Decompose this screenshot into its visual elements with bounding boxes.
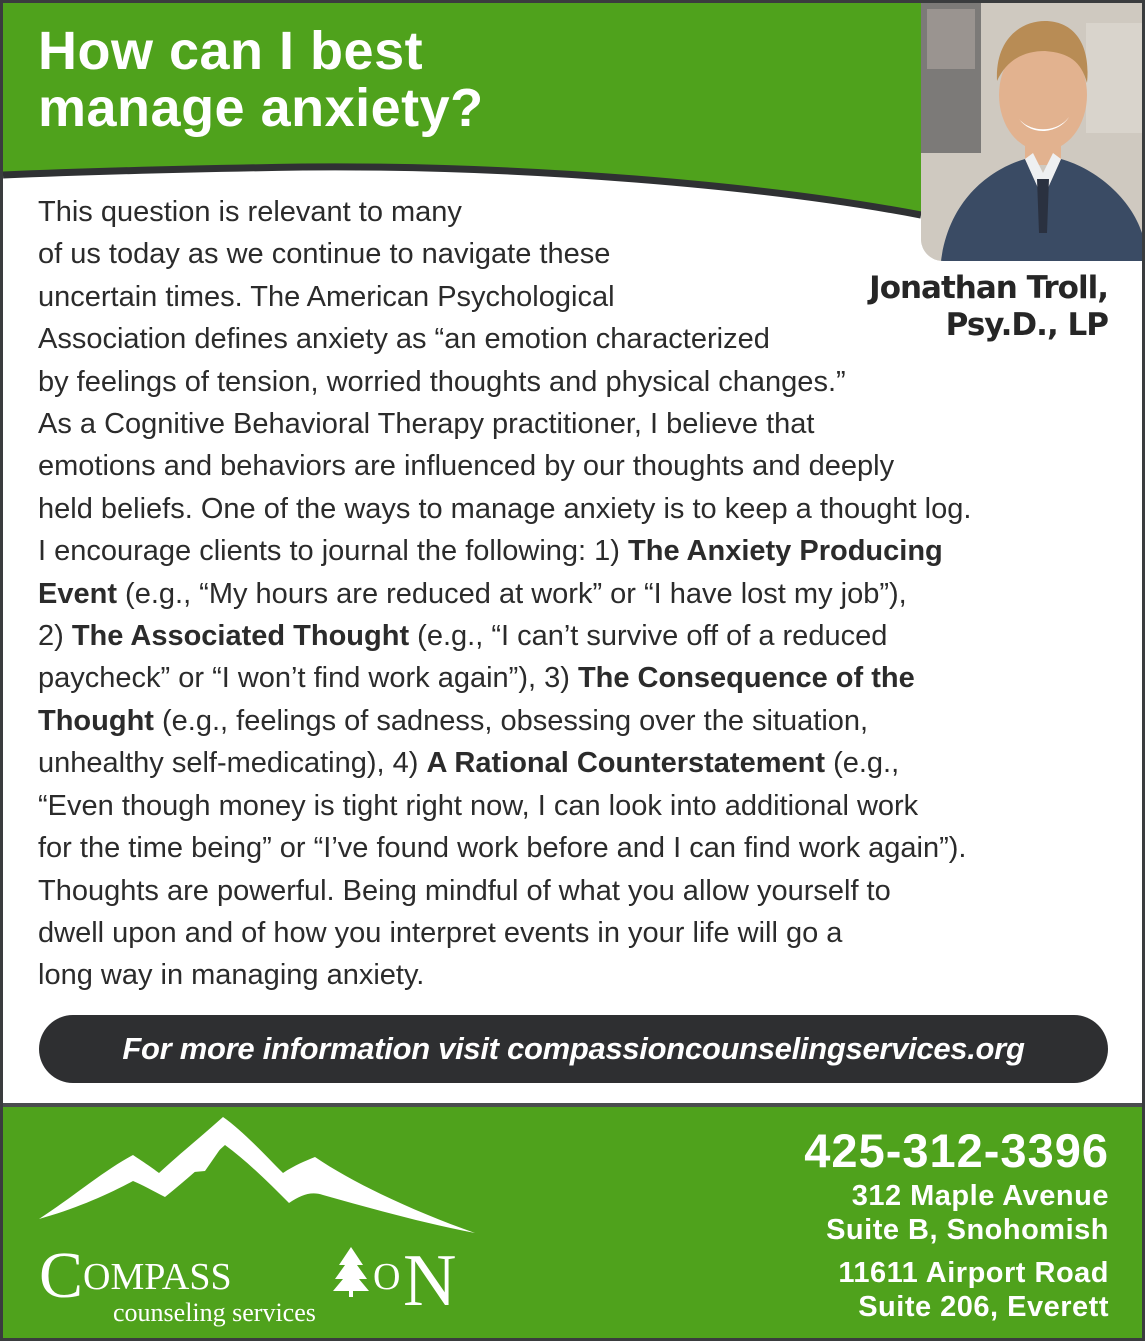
bold-term: The Consequence of the: [577, 662, 915, 695]
bold-term: The Anxiety Producing: [628, 535, 943, 568]
address-snohomish: [826, 1179, 1109, 1247]
address-line: 312 Maple Avenue: [851, 1180, 1109, 1212]
body-text: unhealthy self-medicating), 4): [38, 747, 427, 780]
body-line: [38, 573, 1128, 615]
body-line: As a Cognitive Behavioral Therapy practitioner, I believe that: [38, 408, 815, 441]
address-line: Suite 206, Everett: [858, 1291, 1109, 1323]
address-line: Suite B, Snohomish: [826, 1214, 1109, 1246]
bold-term: Thought: [38, 704, 154, 737]
body-line: [38, 742, 1128, 784]
body-text: 2): [38, 620, 72, 653]
website-link-text[interactable]: For more information visit compassioncounselingservices.org: [122, 1031, 1025, 1066]
address-everett: [838, 1256, 1109, 1324]
body-line: [38, 657, 1128, 699]
body-text: paycheck” or “I won’t find work again”), 3): [38, 662, 578, 695]
logo-letter-o: O: [373, 1256, 401, 1298]
bold-term: Event: [38, 577, 117, 610]
author-name-line-2: Psy.D., LP: [945, 307, 1108, 343]
website-link-banner[interactable]: [39, 1015, 1108, 1083]
article-body: [38, 191, 1128, 997]
phone-number[interactable]: 425-312-3396: [804, 1124, 1109, 1177]
body-line: of us today as we continue to navigate these: [38, 238, 611, 271]
body-line: long way in managing anxiety.: [38, 959, 425, 992]
pine-tree-icon: [333, 1247, 369, 1297]
bold-term: A Rational Counterstatement: [426, 747, 826, 780]
author-name-line-1: Jonathan Troll,: [869, 270, 1108, 306]
footer-contact: [3, 1103, 1142, 1338]
body-line: dwell upon and of how you interpret events in your life will go a: [38, 916, 843, 949]
title-line-1: How can I best: [38, 21, 424, 81]
mountain-logo: [33, 1111, 483, 1336]
body-line: [38, 700, 1128, 742]
body-line: “Even though money is tight right now, I can look into additional work: [38, 789, 919, 822]
body-line: uncertain times. The American Psychological: [38, 280, 615, 313]
body-line: Thoughts are powerful. Being mindful of what you allow yourself to: [38, 874, 891, 907]
address-line: 11611 Airport Road: [838, 1257, 1109, 1289]
body-text: I encourage clients to journal the following: 1): [38, 535, 629, 568]
page-title: [38, 23, 484, 137]
body-text: (e.g., “I can’t survive off of a reduced: [409, 620, 888, 653]
logo-tagline: counseling services: [113, 1298, 316, 1327]
body-line: This question is relevant to many: [38, 196, 462, 228]
logo-word: OMPASS: [83, 1256, 232, 1298]
body-line: [38, 530, 1128, 572]
ad-card: [3, 3, 1142, 1338]
logo-letter-n: N: [403, 1240, 457, 1322]
body-text: (e.g., “My hours are reduced at work” or “I have lost my job”),: [116, 577, 907, 610]
body-line: [38, 615, 1128, 657]
logo-letter-c: C: [39, 1239, 84, 1312]
body-line: for the time being” or “I’ve found work before and I can find work again”).: [38, 832, 967, 865]
title-line-2: manage anxiety?: [38, 78, 484, 138]
body-line: held beliefs. One of the ways to manage anxiety is to keep a thought log.: [38, 492, 972, 525]
body-text: (e.g.,: [825, 747, 900, 780]
body-line: by feelings of tension, worried thoughts and physical changes.”: [38, 365, 846, 398]
bold-term: The Associated Thought: [71, 620, 410, 653]
body-line: Association defines anxiety as “an emotion characterized: [38, 323, 770, 356]
body-text: (e.g., feelings of sadness, obsessing over the situation,: [153, 704, 869, 737]
body-line: emotions and behaviors are influenced by our thoughts and deeply: [38, 450, 895, 483]
